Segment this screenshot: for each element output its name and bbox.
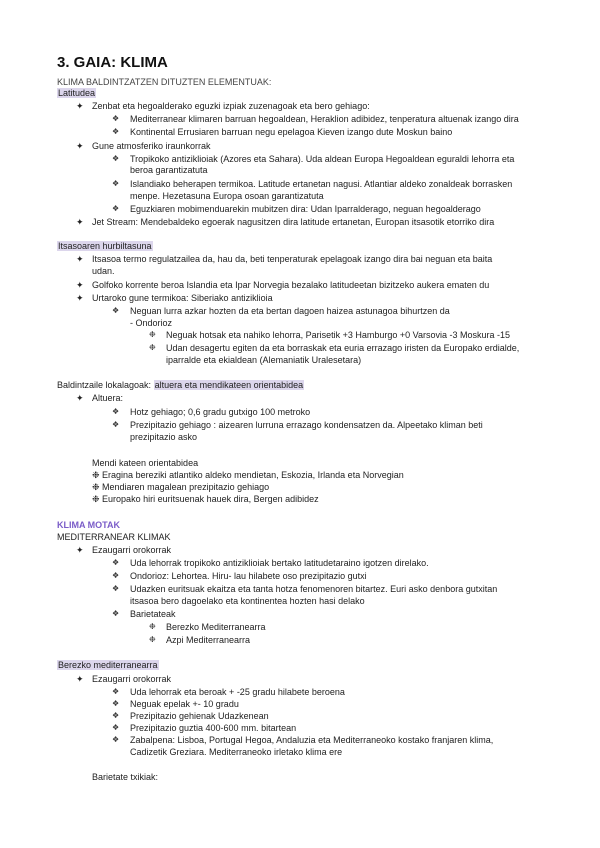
bullet-diamond-icon: ❖ [112,699,120,708]
paragraph-heading: Barietate txikiak: [92,772,159,782]
bullet-diamond-icon: ❖ [112,114,120,123]
list-item: Kontinental Errusiaren barruan negu epelagoa Kieven izango dute Moskun baino [130,127,453,137]
list-item: Hotz gehiago; 0,6 gradu gutxigo 100 metroko [130,407,311,417]
bullet-diamond-icon: ❖ [112,584,120,593]
bullet-flower-icon: ❉ [149,330,156,339]
list-item: Prezipitazio gehiago : aizearen lurruna errazago kondensatzen da. Alpeetako kliman beti [130,420,483,430]
page-title: 3. GAIA: KLIMA [57,54,168,71]
bullet-diamond-icon: ❖ [112,407,120,416]
list-item-continued: prezipitazio asko [130,432,198,442]
list-item: ❉ Europako hiri euritsuenak hauek dira, Bergen adibidez [92,494,319,504]
bullet-star-icon: ✦ [76,141,84,151]
bullet-diamond-icon: ❖ [112,306,120,315]
list-item: ❉ Mendiaren magalean prezipitazio gehiago [92,482,270,492]
list-item: Neguak epelak +- 10 gradu [130,699,239,709]
bullet-diamond-icon: ❖ [112,723,120,732]
subsection-heading: Berezko mediterranearra [58,660,158,670]
list-item: Udazken euritsuak ekaitza eta tanta hotza fenomenoren bitartez. Euri asko denbora gutxitan [130,584,498,594]
bullet-flower-icon: ❉ [149,635,156,644]
subsection-heading: Latitudea [58,88,96,98]
list-item: Islandiako beherapen termikoa. Latitude ertanetan nagusi. Atlantiar aldeko zonaldeak borrasken [130,179,513,189]
list-item: ❉ Eragina bereziki atlantiko aldeko mendietan, Eskozia, Irlanda eta Norvegian [92,470,404,480]
list-item: Prezipitazio gehienak Udazkenean [130,711,269,721]
list-item: Uda lehorrak eta beroak + -25 gradu hilabete beroena [130,687,345,697]
list-item: Golfoko korrente beroa Islandia eta Ipar Norvegia bezalako latitudeetan bizitzeko aukera ematen du [92,280,490,290]
list-item: Mediterranear klimaren barruan hegoaldean, Heraklion adibidez, tenperatura altuenak izango dira [130,114,519,124]
bullet-diamond-icon: ❖ [112,711,120,720]
list-item: Altuera: [92,393,124,403]
bullet-diamond-icon: ❖ [112,420,120,429]
bullet-star-icon: ✦ [76,254,84,264]
bullet-diamond-icon: ❖ [112,127,120,136]
list-item: Neguak hotsak eta nahiko lehorra, Parisetik +3 Hamburgo +0 Varsovia -3 Moskura -15 [166,330,511,340]
list-item: - Ondorioz [130,318,173,328]
bullet-diamond-icon: ❖ [112,204,120,213]
list-item: Neguan lurra azkar hozten da eta bertan dagoen haizea astunagoa bihurtzen da [130,306,450,316]
list-item-continued: menpe. Hezetasuna Europa osoan garantizatuta [130,191,324,201]
list-item: Eguzkiaren mobimenduarekin mubitzen dira: Udan Iparralderago, neguan hegoalderago [130,204,481,214]
subsection-heading: Itsasoaren hurbiltasuna [58,241,152,251]
bullet-star-icon: ✦ [76,280,84,290]
list-item: Tropikoko antiziklioiak (Azores eta Sahara). Uda aldean Europa Hegoaldean eguraldi lehorra eta [130,154,515,164]
bullet-star-icon: ✦ [76,674,84,684]
bullet-diamond-icon: ❖ [112,687,120,696]
subsection-heading: Baldintzaile lokalagoak: altuera eta mendikateen orientabidea [57,380,304,390]
bullet-diamond-icon: ❖ [112,154,120,163]
list-item: Ezaugarri orokorrak [92,545,172,555]
bullet-diamond-icon: ❖ [112,571,120,580]
list-item: Uda lehorrak tropikoko antiziklioiak bertako latitudetaraino igotzen direlako. [130,558,429,568]
bullet-star-icon: ✦ [76,393,84,403]
list-item: Jet Stream: Mendebaldeko egoerak nagusitzen dira latitude ertanetan, Europan itsasotik etorriko dira [92,217,495,227]
bullet-flower-icon: ❉ [149,622,156,631]
bullet-star-icon: ✦ [76,217,84,227]
list-item-continued: beroa garantizatuta [130,165,208,175]
bullet-star-icon: ✦ [76,293,84,303]
list-item: Zabalpena: Lisboa, Portugal Hegoa, Andaluzia eta Mediterraneoko kostako franjaren klima, [130,735,494,745]
list-item: Barietateak [130,609,176,619]
list-item: Ezaugarri orokorrak [92,674,172,684]
list-item: Gune atmosferiko iraunkorrak [92,141,211,151]
list-item-continued: itsasoa bero dagoelako eta kontinentea hozten hasi delako [130,596,365,606]
section-heading: KLIMA BALDINTZATZEN DITUZTEN ELEMENTUAK: [57,77,272,87]
section-heading: MEDITERRANEAR KLIMAK [57,532,171,542]
list-item: Azpi Mediterranearra [166,635,251,645]
list-item: Ondorioz: Lehortea. Hiru- lau hilabete oso prezipitazio gutxi [130,571,367,581]
list-item: Berezko Mediterranearra [166,622,266,632]
bullet-flower-icon: ❉ [149,343,156,352]
bullet-diamond-icon: ❖ [112,609,120,618]
bullet-diamond-icon: ❖ [112,735,120,744]
bullet-diamond-icon: ❖ [112,179,120,188]
list-item-continued: Cadizetik Greziara. Mediterraneoko irletako klima ere [130,747,343,757]
list-item: Udan desagertu egiten da eta borraskak eta euria errazago iristen da Europako erdialde, [166,343,520,353]
bullet-star-icon: ✦ [76,545,84,555]
section-heading-accent: KLIMA MOTAK [57,520,120,530]
list-item-continued: iparralde eta ekialdean (Alemaniatik Uralesetara) [166,355,362,365]
paragraph-heading: Mendi kateen orientabidea [92,458,199,468]
list-item: Itsasoa termo regulatzailea da, hau da, beti tenperaturak epelagoak izango dira bai neguan eta baita [92,254,493,264]
list-item: Prezipitazio guztia 400-600 mm. bitartean [130,723,297,733]
bullet-diamond-icon: ❖ [112,558,120,567]
list-item-continued: udan. [92,266,115,276]
list-item: Zenbat eta hegoalderako eguzki izpiak zuzenagoak eta bero gehiago: [92,101,370,111]
bullet-star-icon: ✦ [76,101,84,111]
list-item: Urtaroko gune termikoa: Siberiako antiziklioia [92,293,273,303]
